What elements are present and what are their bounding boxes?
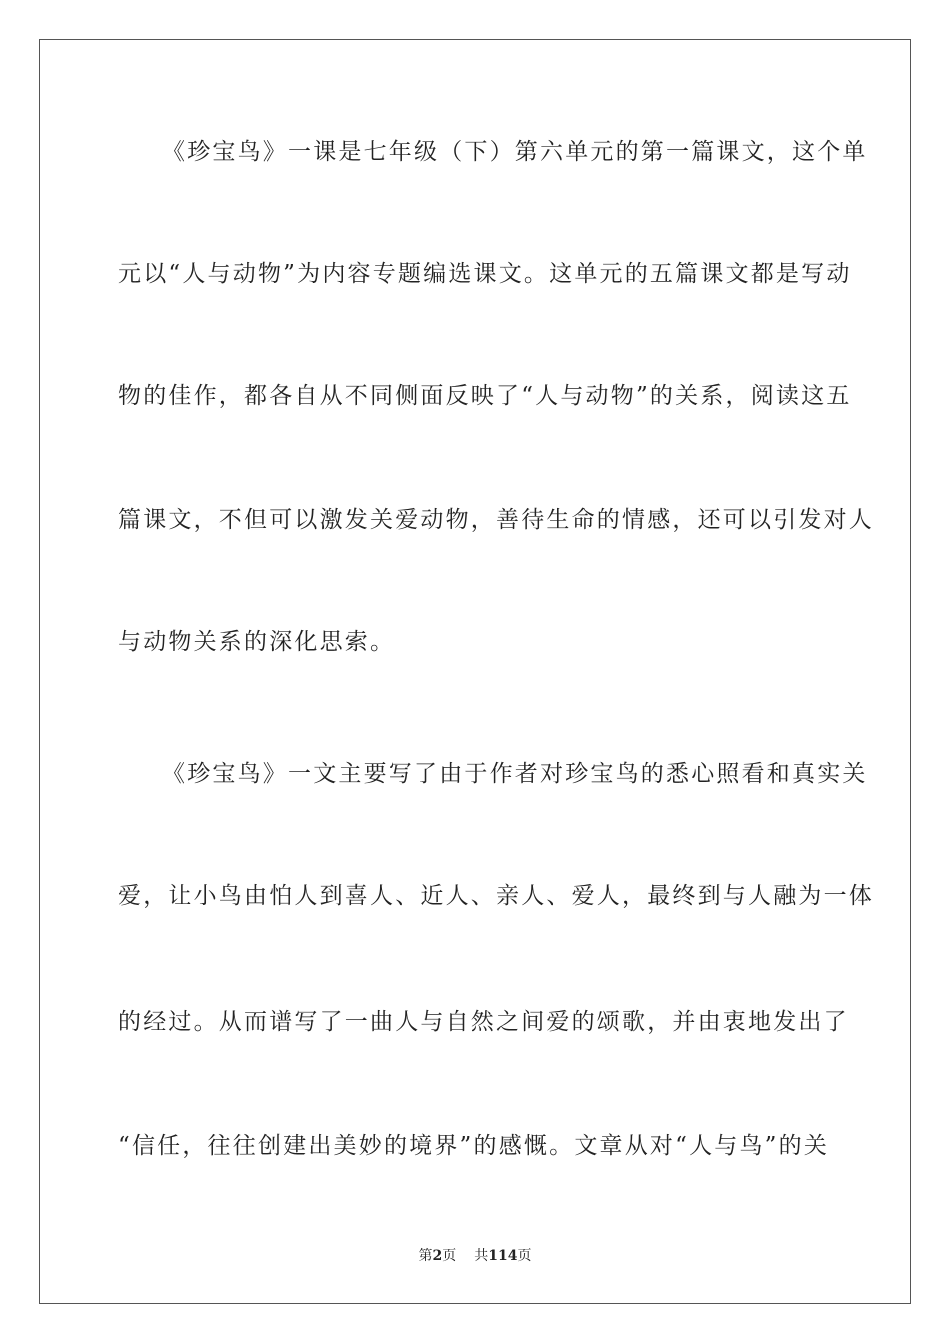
paragraph-2-line-2: 爱，让小鸟由怕人到喜人、近人、亲人、爱人，最终到与人融为一体: [118, 883, 874, 909]
paragraph-2-line-4: “信任，往往创建出美妙的境界”的感慨。文章从对“人与鸟”的关: [118, 1133, 830, 1159]
footer-total-prefix: 共: [474, 1248, 489, 1264]
paragraph-1-line-2: 元以“人与动物”为内容专题编选课文。这单元的五篇课文都是写动: [118, 261, 852, 287]
paragraph-1-line-3: 物的佳作，都各自从不同侧面反映了“人与动物”的关系，阅读这五: [118, 383, 852, 409]
page-border: [39, 39, 911, 1304]
page-footer: [0, 1245, 950, 1265]
footer-page-number: 2: [432, 1248, 443, 1264]
paragraph-1-line-5: 与动物关系的深化思索。: [118, 629, 396, 655]
footer-total-pages: 114: [488, 1248, 518, 1264]
paragraph-1-line-4: 篇课文，不但可以激发关爱动物，善待生命的情感，还可以引发对人: [118, 507, 874, 533]
footer-total-suffix: 页: [517, 1248, 532, 1264]
footer-page-suffix: 页: [442, 1248, 457, 1264]
footer-page-prefix: 第: [418, 1248, 433, 1264]
paragraph-2-line-3: 的经过。从而谱写了一曲人与自然之间爱的颂歌，并由衷地发出了: [118, 1009, 849, 1035]
paragraph-2-line-1: 《珍宝鸟》一文主要写了由于作者对珍宝鸟的悉心照看和真实关: [162, 761, 868, 787]
paragraph-1-line-1: 《珍宝鸟》一课是七年级（下）第六单元的第一篇课文，这个单: [162, 139, 868, 165]
